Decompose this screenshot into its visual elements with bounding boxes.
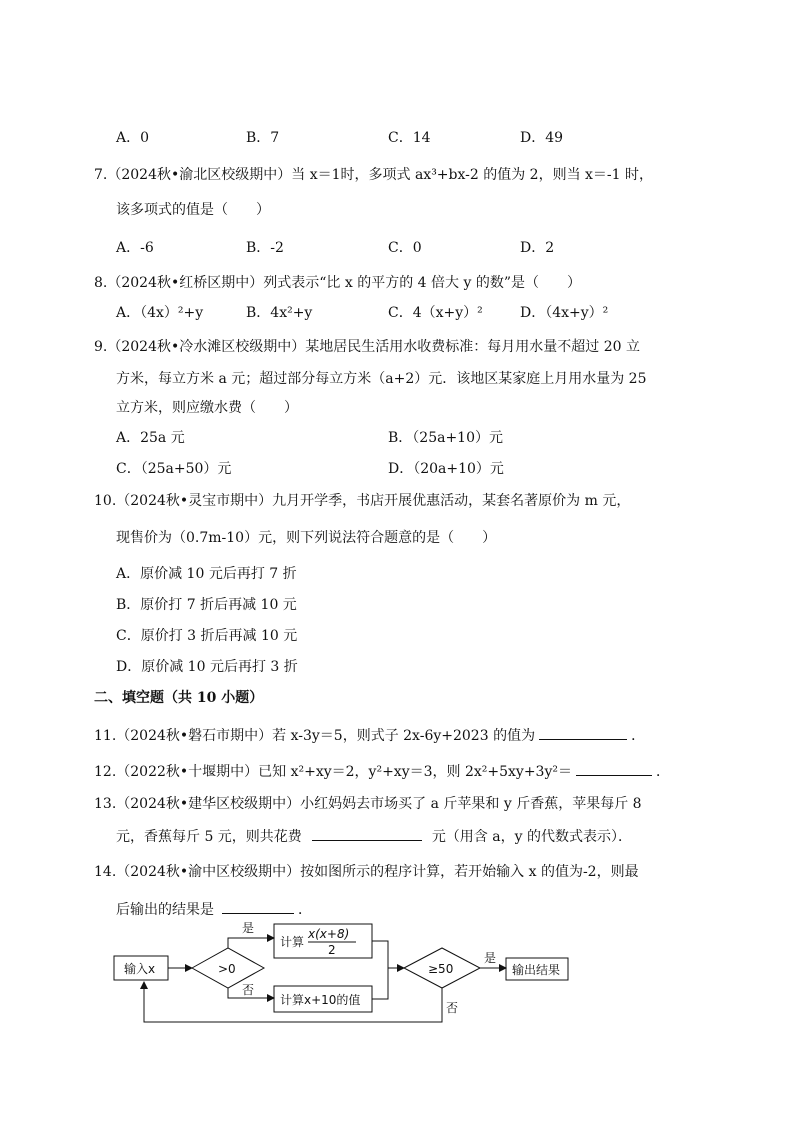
q14-stem-line2 — [116, 899, 312, 920]
q10-stem-line2: 现售价为（0.7m-10）元，则下列说法符合题意的是（ ） — [116, 530, 497, 546]
q13-answer-blank[interactable] — [312, 826, 422, 841]
q9-stem-line2: 方米，每立方米 a 元；超过部分每立方米（a+2）元．该地区某家庭上月用水量为 25 — [116, 371, 647, 387]
q9-stem-line1: 9.（2024秋•冷水滩区校级期中）某地居民生活用水收费标准：每月用水量不超过 20 立 — [94, 339, 640, 355]
q13-stem-line1: 13.（2024秋•建华区校级期中）小红妈妈去市场买了 a 斤苹果和 y 斤香蕉，苹果每斤 8 — [94, 796, 642, 812]
q13-text-b: 元（用含 a，y 的代数式表示）． — [431, 829, 632, 845]
q11-answer-blank[interactable] — [539, 725, 627, 740]
flow-decision1-label: >0 — [218, 962, 236, 976]
flow-no1-label: 否 — [242, 983, 255, 997]
q9-stem-line3: 立方米，则应缴水费（ ） — [116, 400, 298, 416]
q13-text-a: 元，香蕉每斤 5 元，则共花费 — [116, 829, 302, 845]
flow-input-label: 输入x — [124, 962, 156, 976]
q7-stem-line2: 该多项式的值是（ ） — [116, 202, 270, 218]
flow-yes2-label: 是 — [484, 951, 497, 965]
q10-stem-line1: 10.（2024秋•灵宝市期中）九月开学季，书店开展优惠活动，某套名著原价为 m 元， — [94, 493, 631, 509]
q8-option-c: C．4（x+y）² — [388, 305, 483, 321]
flow-yes1-label: 是 — [242, 921, 255, 935]
q14-stem-line1: 14.（2024秋•渝中区校级期中）按如图所示的程序计算，若开始输入 x 的值为-2，则最 — [94, 864, 639, 880]
q13-stem-line2 — [116, 826, 632, 847]
q11-text: 11.（2024秋•磐石市期中）若 x-3y＝5，则式子 2x-6y+2023 的值为 — [94, 728, 536, 744]
flow-calc2-label: 计算x+10的值 — [280, 993, 361, 1007]
section-heading-fill-in: 二、填空题（共 10 小题） — [94, 690, 264, 706]
q12-answer-blank[interactable] — [576, 761, 652, 776]
q8-option-a: A．（4x）²+y — [116, 305, 204, 321]
q12-stem — [94, 761, 670, 782]
flow-arrow-yes1 — [228, 938, 274, 948]
q8-option-d: D．（4x+y）² — [520, 305, 609, 321]
q7-option-d: D．2 — [520, 240, 555, 256]
q6-option-a: A．0 — [116, 130, 150, 146]
flow-no2-label: 否 — [446, 1001, 459, 1015]
flow-calc1-denominator: 2 — [328, 943, 336, 957]
q10-option-a: A．原价减 10 元后再打 7 折 — [116, 566, 297, 582]
q9-option-d: D．（20a+10）元 — [388, 461, 504, 477]
q9-option-c: C．（25a+50）元 — [116, 461, 232, 477]
q9-option-a: A．25a 元 — [116, 430, 185, 446]
q7-option-c: C．0 — [388, 240, 422, 256]
flow-calc1-prefix: 计算 — [280, 935, 305, 949]
q10-option-b: B．原价打 7 折后再减 10 元 — [116, 597, 297, 613]
flow-output-label: 输出结果 — [512, 963, 561, 977]
flow-merge-line — [372, 941, 388, 999]
q6-option-c: C．14 — [388, 130, 431, 146]
q14-text-b: ． — [298, 902, 312, 918]
q8-stem: 8.（2024秋•红桥区期中）列式表示“比 x 的平方的 4 倍大 y 的数”是（ ） — [94, 275, 581, 291]
q10-option-c: C．原价打 3 折后再减 10 元 — [116, 628, 298, 644]
q9-option-b: B．（25a+10）元 — [388, 430, 503, 446]
q7-stem-line1: 7.（2024秋•渝北区校级期中）当 x＝1时，多项式 ax³+bx-2 的值为 2，则当 x＝-1 时， — [94, 167, 654, 183]
q11-stem — [94, 725, 645, 746]
q12-text: 12.（2022秋•十堰期中）已知 x²+xy＝2，y²+xy＝3，则 2x²+5xy+3y²＝ — [94, 764, 572, 780]
q6-option-b: B．7 — [246, 130, 280, 146]
q10-option-d: D．原价减 10 元后再打 3 折 — [116, 659, 298, 675]
q12-end: ． — [655, 764, 670, 780]
q7-option-a: A．-6 — [116, 240, 154, 256]
q11-end: ． — [631, 728, 646, 744]
flow-decision2-label: ≥50 — [428, 962, 454, 976]
flow-calc1-numerator: x(x+8) — [308, 927, 350, 941]
q14-answer-blank[interactable] — [222, 899, 294, 914]
q7-option-b: B．-2 — [246, 240, 284, 256]
q14-text-a: 后输出的结果是 — [116, 902, 214, 918]
program-flowchart — [112, 920, 592, 1030]
q6-option-d: D．49 — [520, 130, 564, 146]
q8-option-b: B．4x²+y — [246, 305, 313, 321]
